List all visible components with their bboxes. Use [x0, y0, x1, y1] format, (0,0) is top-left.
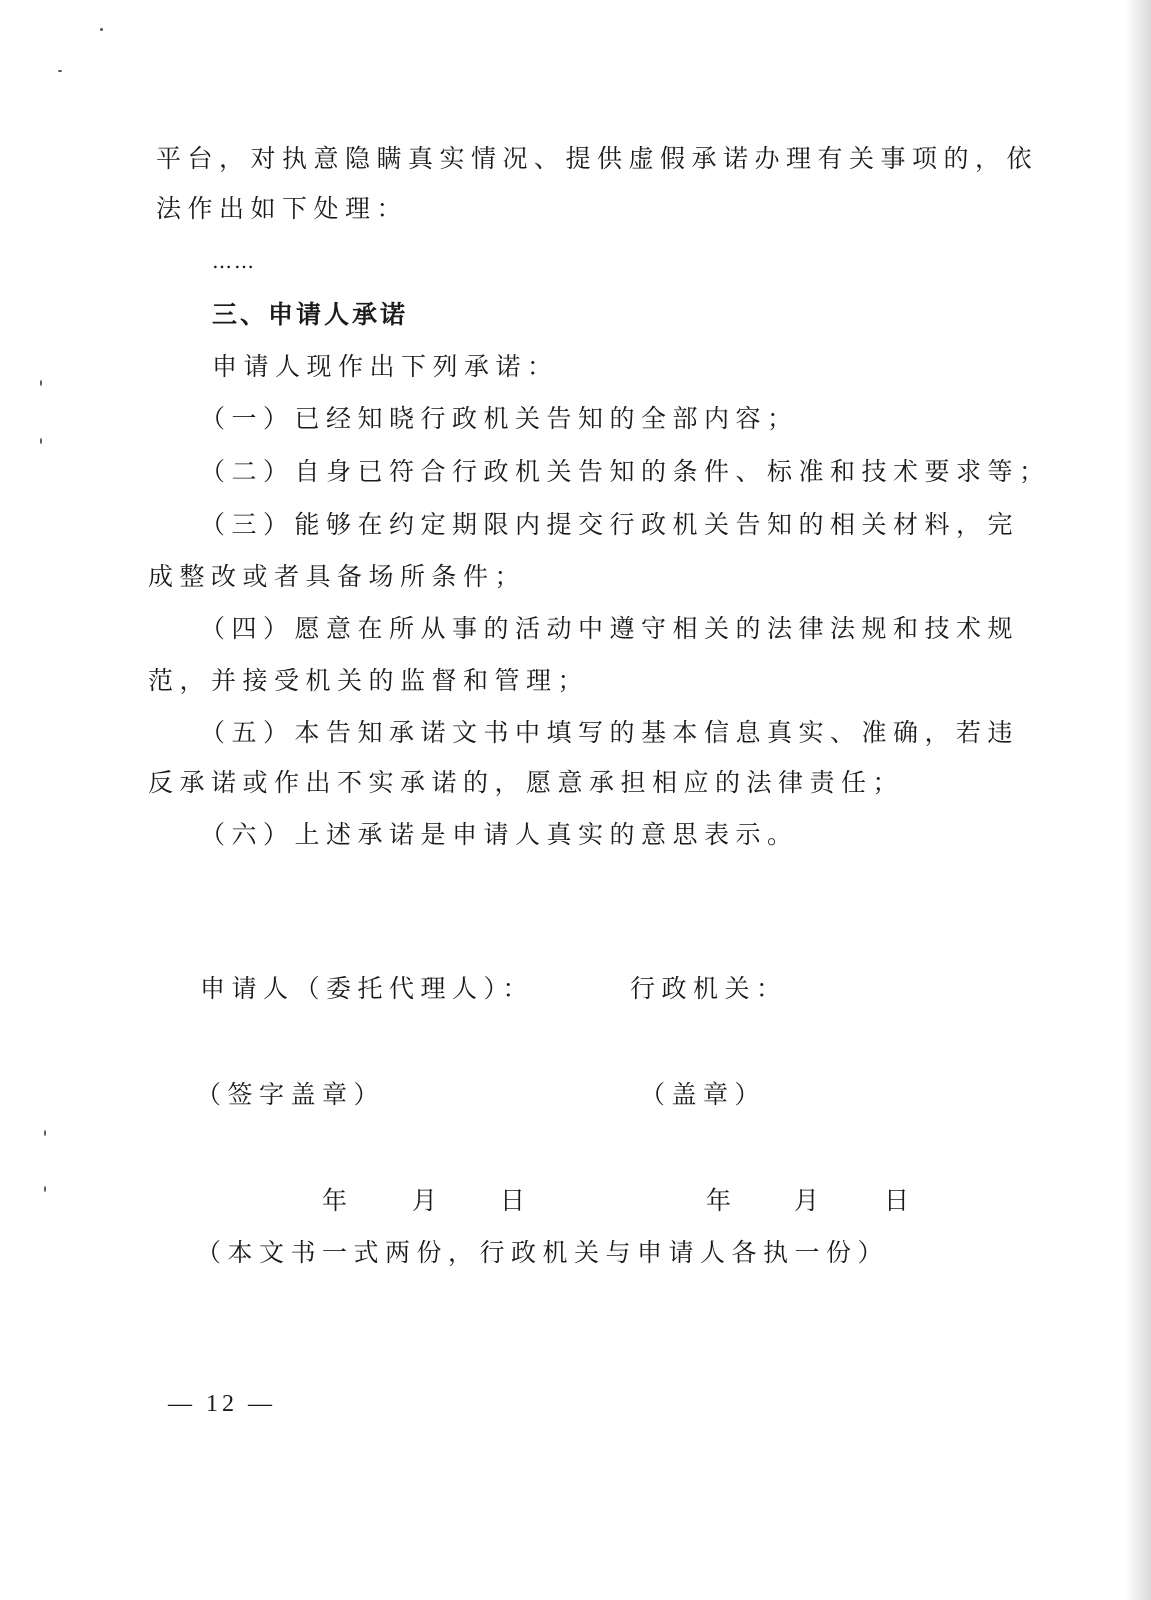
scan-speck — [58, 70, 62, 72]
commitment-item-2: （二）自身已符合行政机关告知的条件、标准和技术要求等； — [200, 457, 1051, 486]
scan-speck — [100, 28, 103, 31]
paragraph-line: 平台，对执意隐瞒真实情况、提供虚假承诺办理有关事项的，依 — [156, 144, 1039, 173]
applicant-label: 申请人（委托代理人）： — [200, 974, 535, 1003]
scan-speck — [44, 1186, 46, 1192]
scan-edge — [1125, 0, 1151, 1600]
authority-label: 行政机关： — [630, 974, 788, 1003]
applicant-seal: （签字盖章） — [196, 1080, 386, 1109]
page-number: — 12 — — [168, 1391, 276, 1417]
scan-speck — [44, 1130, 46, 1136]
commitment-item-6: （六）上述承诺是申请人真实的意思表示。 — [200, 820, 799, 849]
section-heading: 三、申请人承诺 — [212, 300, 409, 329]
commitment-item-3-cont: 成整改或者具备场所条件； — [148, 562, 527, 591]
scan-speck — [40, 380, 42, 386]
ellipsis: …… — [212, 249, 256, 273]
commitment-item-5: （五）本告知承诺文书中填写的基本信息真实、准确，若违 — [200, 718, 1020, 747]
authority-seal: （盖章） — [640, 1080, 767, 1109]
applicant-date-day: 日 — [500, 1186, 532, 1215]
commitment-item-4: （四）愿意在所从事的活动中遵守相关的法律法规和技术规 — [200, 614, 1020, 643]
commitment-item-5-cont: 反承诺或作出不实承诺的，愿意承担相应的法律责任； — [148, 768, 905, 797]
authority-date-day: 日 — [884, 1186, 916, 1215]
paragraph-line: 申请人现作出下列承诺： — [212, 352, 559, 381]
commitment-item-4-cont: 范，并接受机关的监督和管理； — [148, 666, 590, 695]
applicant-date-year: 年 — [322, 1186, 354, 1215]
scan-speck — [40, 438, 42, 444]
commitment-item-1: （一）已经知晓行政机关告知的全部内容； — [200, 404, 799, 433]
copies-note: （本文书一式两份，行政机关与申请人各执一份） — [196, 1238, 890, 1267]
authority-date-month: 月 — [794, 1186, 826, 1215]
commitment-item-3: （三）能够在约定期限内提交行政机关告知的相关材料，完 — [200, 510, 1020, 539]
authority-date-year: 年 — [706, 1186, 738, 1215]
applicant-date-month: 月 — [412, 1186, 444, 1215]
paragraph-line: 法作出如下处理： — [156, 194, 409, 223]
